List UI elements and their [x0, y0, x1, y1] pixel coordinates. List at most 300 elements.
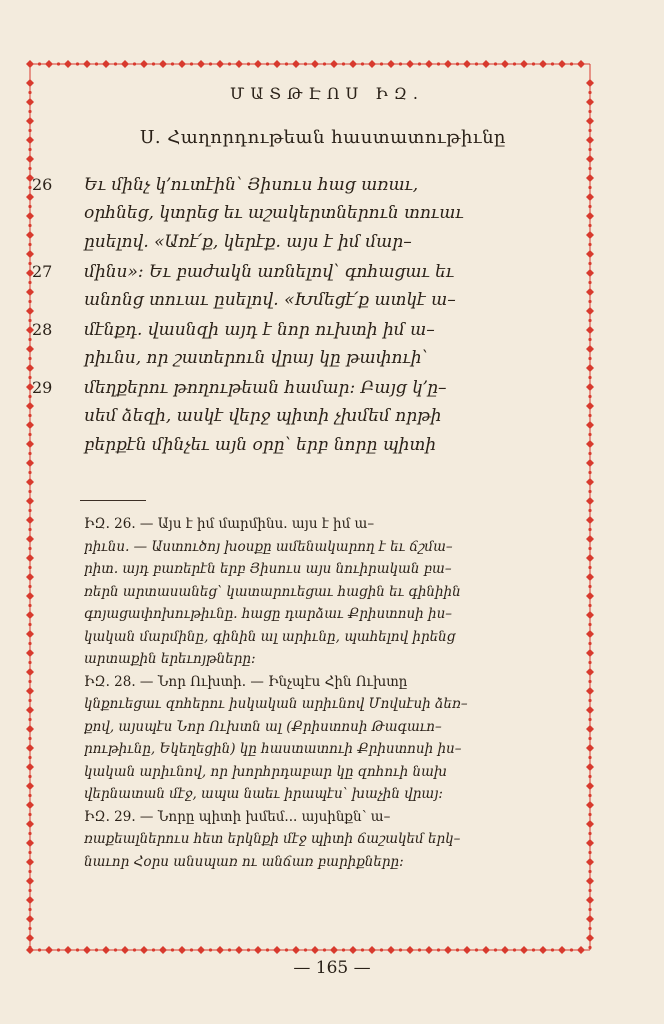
border-diamond [26, 98, 34, 106]
border-diamond [586, 858, 594, 866]
border-dot [570, 62, 573, 65]
border-diamond [292, 60, 300, 68]
verse-text: մինս»: Եւ բաժակն առնելով՝ գոհացաւ եւ [84, 262, 455, 282]
border-dot [513, 62, 516, 65]
border-dot [588, 547, 591, 550]
border-dot [399, 948, 402, 951]
verse-line [84, 199, 562, 228]
border-diamond [387, 60, 395, 68]
border-diamond [586, 877, 594, 885]
border-dot [456, 62, 459, 65]
border-diamond [64, 946, 72, 954]
border-diamond [26, 288, 34, 296]
border-dot [456, 948, 459, 951]
border-diamond [586, 782, 594, 790]
border-dot [437, 62, 440, 65]
border-diamond [586, 440, 594, 448]
border-dot [475, 948, 478, 951]
border-dot [28, 528, 31, 531]
border-dot [28, 433, 31, 436]
border-dot [588, 205, 591, 208]
border-dot [209, 948, 212, 951]
border-diamond [586, 79, 594, 87]
border-diamond [26, 155, 34, 163]
footnote-line: վերնատան մէջ, ապա նաեւ իրապէս՝ խաչին վրայ: [84, 786, 443, 802]
border-dot [399, 62, 402, 65]
border-dot [588, 129, 591, 132]
border-diamond [121, 60, 129, 68]
border-diamond [311, 60, 319, 68]
footnote-heading-line: ԻԶ. 28. — Նոր Ուխտի. — Ինչպէս Հին Ուխտը [84, 673, 408, 690]
border-diamond [26, 611, 34, 619]
border-dot [551, 948, 554, 951]
footnote-line: ռաքեալներուս հետ երկնքի մէջ պիտի ճաշակեմ երկ– [84, 831, 461, 847]
border-diamond [178, 60, 186, 68]
border-dot [114, 948, 117, 951]
border-diamond [586, 345, 594, 353]
border-dot [418, 948, 421, 951]
border-diamond [83, 60, 91, 68]
border-diamond [586, 136, 594, 144]
border-dot [114, 62, 117, 65]
border-dot [76, 948, 79, 951]
border-diamond [26, 630, 34, 638]
border-diamond [586, 592, 594, 600]
border-diamond [520, 60, 528, 68]
border-dot [133, 62, 136, 65]
border-diamond [26, 364, 34, 372]
verse-line [32, 315, 562, 344]
border-dot [28, 737, 31, 740]
border-dot [28, 889, 31, 892]
border-dot [588, 775, 591, 778]
border-dot [475, 62, 478, 65]
border-diamond [26, 516, 34, 524]
border-diamond [425, 60, 433, 68]
border-dot [28, 357, 31, 360]
border-diamond [463, 60, 471, 68]
border-dot [588, 452, 591, 455]
verse-line [84, 344, 562, 373]
border-dot [28, 300, 31, 303]
border-diamond [586, 668, 594, 676]
footnote-line: նաւոր Հօրս անսպառ ու անճառ բարիքները: [84, 853, 404, 870]
verse-text: բերքէն մինչեւ այն օրը՝ երբ նորը պիտի [84, 435, 437, 455]
border-dot [133, 948, 136, 951]
border-dot [247, 948, 250, 951]
border-diamond [520, 946, 528, 954]
border-diamond [26, 478, 34, 486]
border-diamond [444, 60, 452, 68]
border-diamond [586, 478, 594, 486]
border-dot [247, 62, 250, 65]
border-diamond [558, 60, 566, 68]
footnote-line: արտաքին երեւոյթները: [84, 651, 256, 667]
border-diamond [586, 801, 594, 809]
border-dot [28, 110, 31, 113]
border-dot [28, 91, 31, 94]
border-dot [190, 62, 193, 65]
border-dot [588, 528, 591, 531]
border-dot [588, 737, 591, 740]
border-diamond [586, 896, 594, 904]
border-diamond [586, 155, 594, 163]
border-dot [38, 62, 41, 65]
border-diamond [586, 497, 594, 505]
border-diamond [26, 79, 34, 87]
border-dot [28, 224, 31, 227]
border-diamond [216, 946, 224, 954]
border-dot [285, 948, 288, 951]
border-dot [588, 395, 591, 398]
border-diamond [482, 946, 490, 954]
border-dot [28, 205, 31, 208]
border-dot [588, 699, 591, 702]
border-diamond [26, 402, 34, 410]
border-dot [28, 509, 31, 512]
border-dot [28, 604, 31, 607]
border-diamond [586, 744, 594, 752]
border-dot [588, 851, 591, 854]
border-dot [190, 948, 193, 951]
verse-text: րիւնս, որ շատերուն վրայ կը թափուի՝ [84, 348, 428, 368]
verse-text: օրհնեց, կտրեց եւ աշակերտներուն տուաւ [84, 203, 464, 223]
border-diamond [26, 725, 34, 733]
verse-number: 26 [32, 175, 53, 194]
border-dot [28, 642, 31, 645]
border-dot [588, 756, 591, 759]
border-diamond [586, 307, 594, 315]
border-dot [323, 948, 326, 951]
border-dot [588, 870, 591, 873]
footnote-line: կնքուեցաւ զոհերու իսկական արիւնով Մովսէսի ձեռ– [84, 696, 468, 712]
border-diamond [26, 744, 34, 752]
border-diamond [197, 946, 205, 954]
border-diamond [26, 573, 34, 581]
border-diamond [577, 946, 585, 954]
border-diamond [26, 687, 34, 695]
border-diamond [539, 60, 547, 68]
border-diamond [586, 193, 594, 201]
border-diamond [586, 402, 594, 410]
verse-line [32, 373, 562, 402]
border-diamond [45, 946, 53, 954]
border-diamond [83, 946, 91, 954]
border-dot [588, 319, 591, 322]
border-diamond [26, 915, 34, 923]
footnote-rule [80, 500, 146, 501]
border-diamond [26, 934, 34, 942]
border-dot [304, 948, 307, 951]
verse-line [84, 228, 562, 257]
border-dot [532, 948, 535, 951]
border-dot [28, 870, 31, 873]
border-diamond [586, 630, 594, 638]
border-diamond [26, 459, 34, 467]
border-diamond [586, 687, 594, 695]
verse-text: սեմ ձեզի, ասկէ վերջ պիտի չխմեմ որթի [84, 406, 442, 426]
border-diamond [501, 946, 509, 954]
border-dot [588, 224, 591, 227]
border-diamond [586, 839, 594, 847]
border-diamond [140, 60, 148, 68]
border-dot [588, 680, 591, 683]
border-diamond [368, 946, 376, 954]
verse-text: մէնքդ. վասնզի այդ է նոր ուխտի իմ ա– [84, 320, 435, 340]
border-diamond [26, 801, 34, 809]
border-diamond [121, 946, 129, 954]
border-dot [588, 433, 591, 436]
footnotes [84, 513, 562, 873]
border-dot [171, 948, 174, 951]
border-dot [28, 908, 31, 911]
verse-line [84, 286, 562, 315]
page-number: — 165 — [293, 958, 371, 978]
border-dot [57, 62, 60, 65]
border-diamond [586, 383, 594, 391]
border-dot [76, 62, 79, 65]
border-dot [588, 281, 591, 284]
border-diamond [586, 250, 594, 258]
border-dot [266, 62, 269, 65]
border-diamond [586, 98, 594, 106]
border-diamond [26, 649, 34, 657]
border-diamond [26, 763, 34, 771]
border-diamond [586, 649, 594, 657]
border-diamond [387, 946, 395, 954]
verse-text: Եւ մինչ կ՚ուտէին՝ Յիսուս հաց առաւ, [84, 175, 419, 195]
border-dot [266, 948, 269, 951]
page-content [32, 84, 562, 946]
border-diamond [26, 117, 34, 125]
border-diamond [586, 573, 594, 581]
border-diamond [45, 60, 53, 68]
border-diamond [586, 459, 594, 467]
border-dot [361, 62, 364, 65]
border-diamond [586, 212, 594, 220]
border-diamond [292, 946, 300, 954]
footnote-heading-line: ԻԶ. 26. — Այս է իմ մարմինս. այս է իմ ա– [84, 516, 375, 532]
border-dot [28, 813, 31, 816]
border-dot [209, 62, 212, 65]
verse-text: մեղքերու թողութեան համար: Բայց կ՚ը– [84, 378, 447, 398]
border-diamond [197, 60, 205, 68]
border-diamond [26, 307, 34, 315]
border-dot [588, 167, 591, 170]
border-dot [28, 585, 31, 588]
border-diamond [26, 136, 34, 144]
border-dot [513, 948, 516, 951]
footnote-line: կական արիւնով, որ խորհրդաբար կը զոհուի նախ [84, 763, 448, 780]
border-diamond [26, 668, 34, 676]
border-diamond [586, 269, 594, 277]
verse-text: ըսելով. «Առէ՛ք, կերէք. այս է իմ մար– [84, 232, 412, 252]
border-diamond [26, 896, 34, 904]
border-diamond [26, 440, 34, 448]
border-dot [588, 585, 591, 588]
border-diamond [586, 934, 594, 942]
border-dot [437, 948, 440, 951]
border-dot [28, 946, 31, 949]
border-diamond [26, 554, 34, 562]
border-diamond [368, 60, 376, 68]
border-dot [323, 62, 326, 65]
running-head: ՄԱՏԹԷՈՍ ԻԶ. [230, 84, 424, 103]
border-dot [95, 948, 98, 951]
footnote-line: րիտ. այդ բառերէն երբ Յիսուս այս նուիրական բա– [84, 561, 452, 577]
border-dot [588, 357, 591, 360]
page-border-frame [24, 58, 596, 956]
border-diamond [26, 497, 34, 505]
border-diamond [330, 60, 338, 68]
border-diamond [539, 946, 547, 954]
border-dot [588, 718, 591, 721]
border-dot [28, 718, 31, 721]
border-dot [28, 452, 31, 455]
border-diamond [586, 915, 594, 923]
border-dot [228, 62, 231, 65]
border-diamond [64, 60, 72, 68]
border-dot [28, 547, 31, 550]
border-diamond [586, 535, 594, 543]
border-dot [588, 642, 591, 645]
border-dot [38, 948, 41, 951]
border-diamond [235, 60, 243, 68]
footnote-line: քով, այսպէս Նոր Ուխտն ալ (Քրիստոսի Թագաւո– [84, 718, 442, 735]
border-dot [588, 91, 591, 94]
border-dot [588, 946, 591, 949]
border-dot [588, 908, 591, 911]
border-dot [588, 623, 591, 626]
border-diamond [26, 782, 34, 790]
border-diamond [463, 946, 471, 954]
border-diamond [26, 839, 34, 847]
border-diamond [159, 60, 167, 68]
border-dot [152, 948, 155, 951]
border-dot [588, 604, 591, 607]
border-dot [588, 661, 591, 664]
border-diamond [586, 326, 594, 334]
border-diamond [444, 946, 452, 954]
border-dot [588, 832, 591, 835]
border-diamond [254, 946, 262, 954]
border-diamond [349, 946, 357, 954]
border-diamond [26, 820, 34, 828]
border-dot [28, 756, 31, 759]
footnote-heading-line: ԻԶ. 29. — Նորը պիտի խմեմ... այսինքն՝ ա– [84, 808, 391, 825]
border-dot [28, 243, 31, 246]
verse-line [84, 402, 562, 431]
border-diamond [26, 231, 34, 239]
border-dot [28, 927, 31, 930]
border-dot [28, 490, 31, 493]
border-diamond [102, 60, 110, 68]
border-diamond [235, 946, 243, 954]
border-diamond [140, 946, 148, 954]
border-dot [588, 509, 591, 512]
border-diamond [26, 345, 34, 353]
border-dot [228, 948, 231, 951]
border-diamond [586, 763, 594, 771]
border-diamond [26, 877, 34, 885]
border-dot [588, 243, 591, 246]
verse-block [32, 170, 562, 460]
border-diamond [586, 117, 594, 125]
verse-number: 29 [32, 378, 53, 397]
border-diamond [26, 706, 34, 714]
border-dot [28, 832, 31, 835]
border-diamond [586, 231, 594, 239]
footnote-line: կական մարմինը, գինին ալ արիւնը, պահելով իրենց [84, 628, 456, 645]
border-dot [532, 62, 535, 65]
border-dot [28, 851, 31, 854]
border-dot [28, 566, 31, 569]
border-dot [551, 62, 554, 65]
border-dot [588, 813, 591, 816]
border-dot [28, 471, 31, 474]
border-diamond [558, 946, 566, 954]
border-dot [570, 948, 573, 951]
border-diamond [586, 516, 594, 524]
border-dot [588, 376, 591, 379]
border-diamond [349, 60, 357, 68]
border-diamond [586, 725, 594, 733]
footnote-line: ռերն արտասանեց՝ կատարուեցաւ հացին եւ գինիին [84, 583, 461, 600]
border-diamond [586, 421, 594, 429]
border-diamond [26, 60, 34, 68]
border-dot [588, 471, 591, 474]
border-diamond [406, 60, 414, 68]
border-dot [28, 699, 31, 702]
border-dot [28, 148, 31, 151]
verse-number: 27 [32, 262, 53, 281]
footnote-line: գոյացափոխութիւնը. հացը դարձաւ Քրիստոսի իս– [84, 606, 453, 622]
border-dot [588, 110, 591, 113]
border-dot [28, 414, 31, 417]
border-dot [494, 948, 497, 951]
verse-line [32, 257, 562, 286]
border-diamond [501, 60, 509, 68]
border-dot [28, 794, 31, 797]
border-diamond [159, 946, 167, 954]
border-dot [361, 948, 364, 951]
border-diamond [586, 288, 594, 296]
border-dot [342, 948, 345, 951]
border-dot [588, 794, 591, 797]
border-dot [171, 62, 174, 65]
border-dot [588, 148, 591, 151]
border-diamond [577, 60, 585, 68]
border-diamond [425, 946, 433, 954]
border-dot [304, 62, 307, 65]
border-dot [418, 62, 421, 65]
border-diamond [102, 946, 110, 954]
border-diamond [586, 706, 594, 714]
verse-line [84, 431, 562, 460]
border-diamond [586, 820, 594, 828]
border-dot [380, 62, 383, 65]
border-dot [494, 62, 497, 65]
border-diamond [586, 174, 594, 182]
border-dot [28, 680, 31, 683]
border-dot [95, 62, 98, 65]
border-dot [588, 889, 591, 892]
border-dot [285, 62, 288, 65]
border-dot [588, 927, 591, 930]
border-dot [152, 62, 155, 65]
border-diamond [273, 60, 281, 68]
border-dot [588, 490, 591, 493]
